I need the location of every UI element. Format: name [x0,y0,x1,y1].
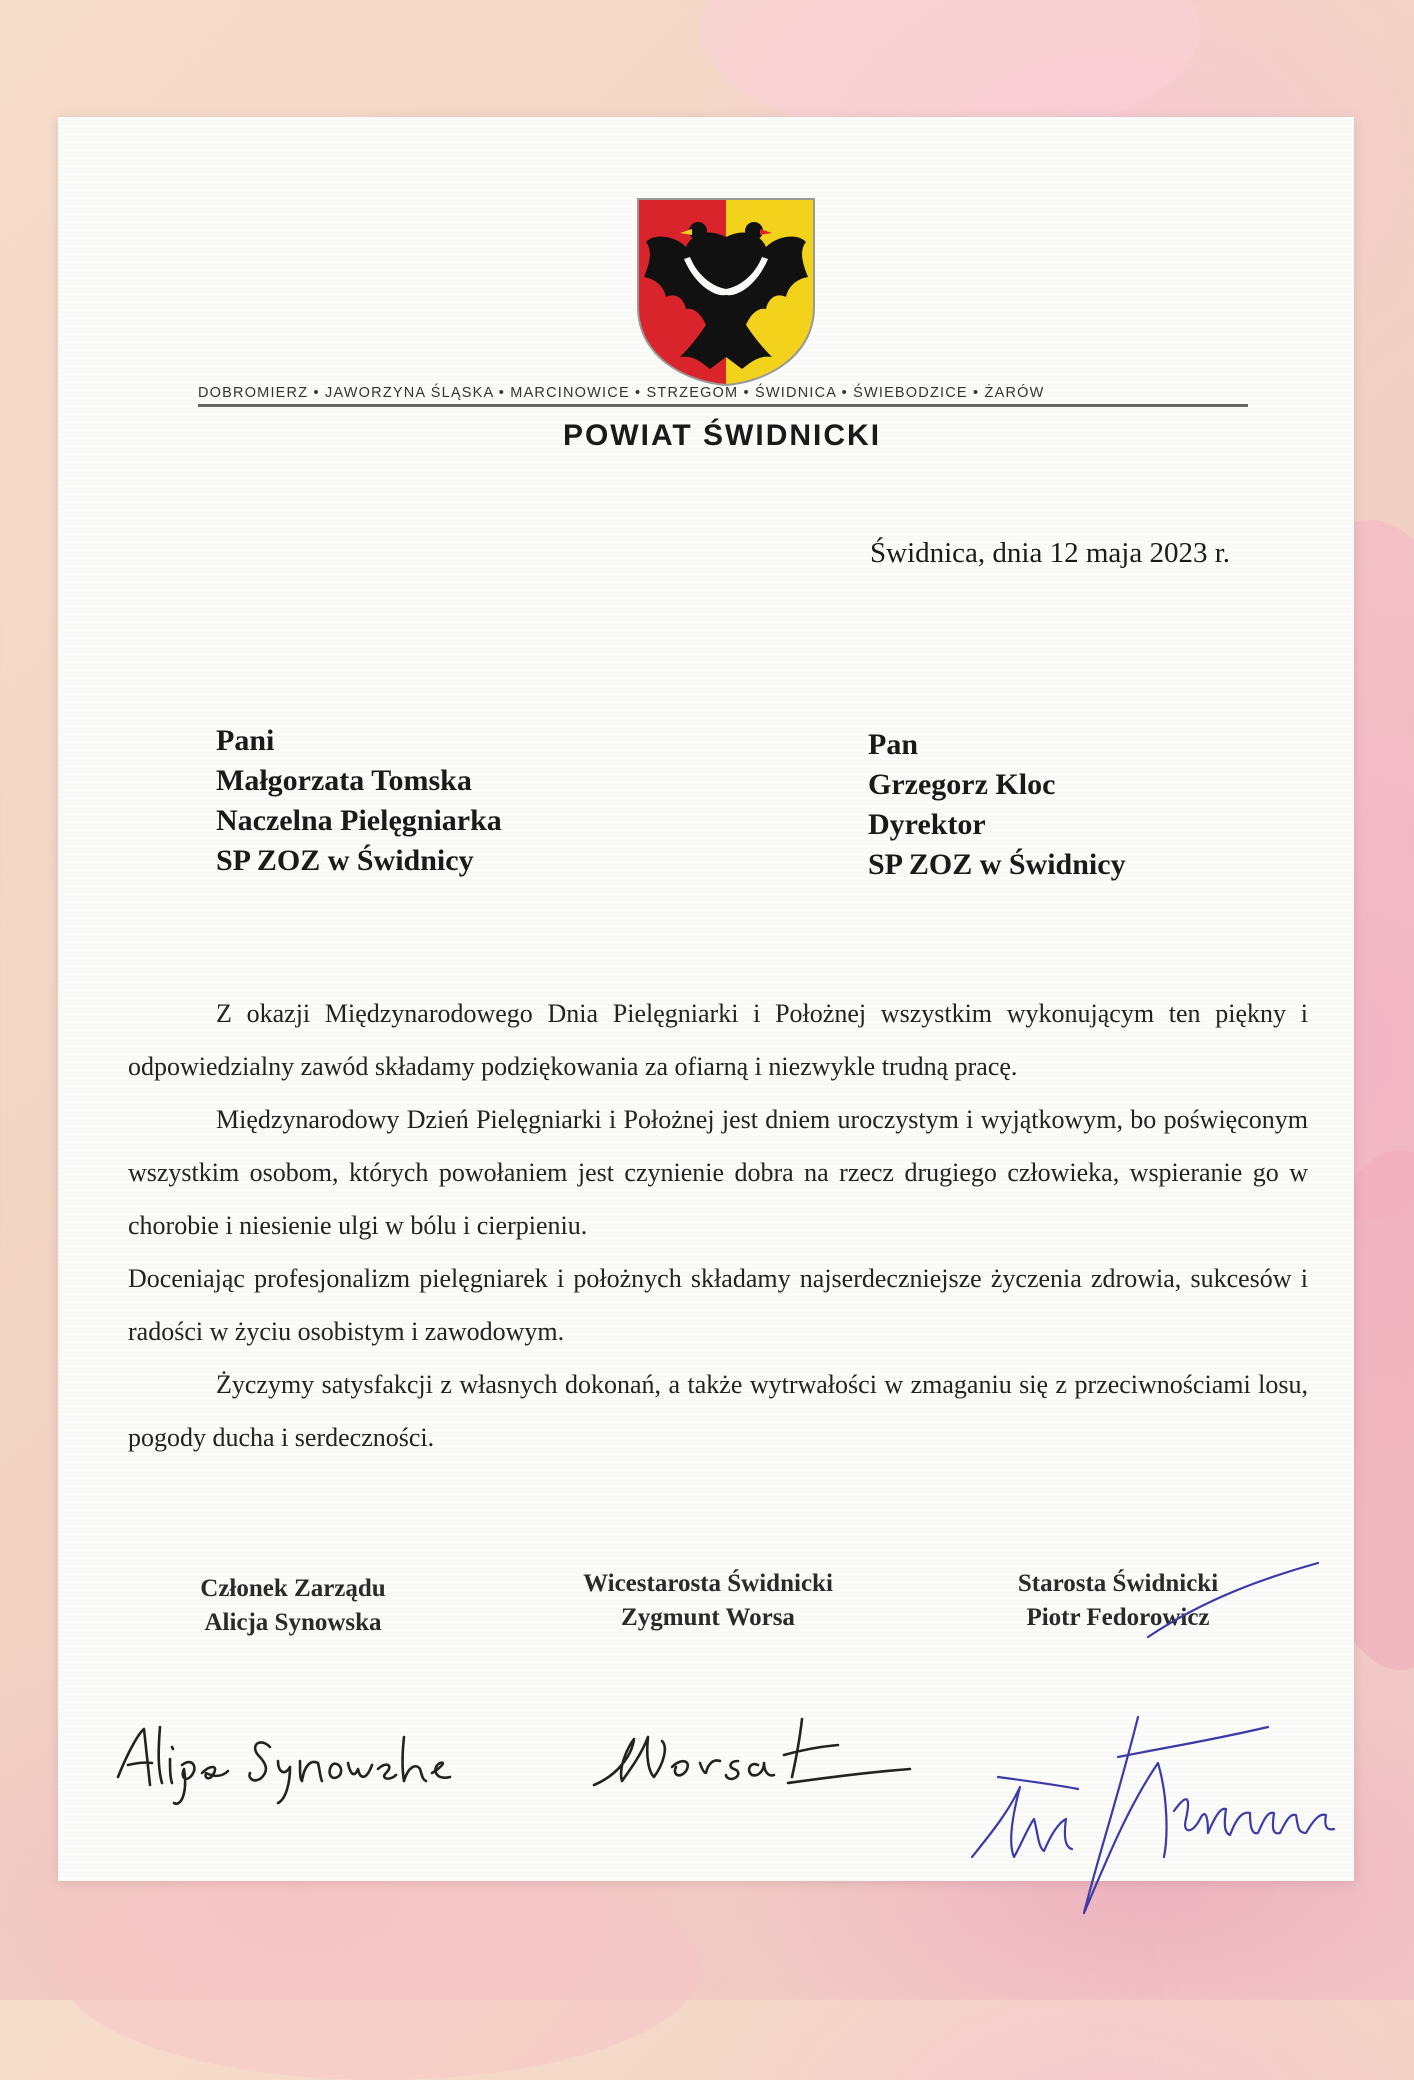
recipient-line: Pan [868,728,919,761]
signature-block-member [168,1572,418,1640]
coat-of-arms-eagle-icon [636,197,816,387]
letter-body [128,987,1308,1464]
signatory-role: Starosta Świdnicki [1017,1570,1219,1597]
handwritten-signature-synowska [110,1707,470,1817]
body-paragraph: Doceniając profesjonalizm pielęgniarek i położnych składamy najserdeczniejsze życzenia zdrowia, sukcesów i radości w życiu osobistym i zawodowym. [128,1264,1308,1346]
header-divider [198,404,1248,407]
signatory-role: Wicestarosta Świdnicki [583,1570,833,1597]
handwritten-signature-fedorowicz [968,1557,1358,1947]
recipient-left [216,721,502,881]
background-petal [60,1860,700,2080]
recipient-line: SP ZOZ w Świdnicy [216,844,474,877]
signatory-role: Członek Zarządu [200,1575,386,1602]
signature-block-vice-starost [548,1567,868,1635]
letter-page [58,117,1354,1881]
body-paragraph: Z okazji Międzynarodowego Dnia Pielęgniarki i Położnej wszystkim wykonującym ten piękny i odpowiedzialny zawód składamy podziękowania za ofiarną i niezwykle trudną pracę. [128,999,1308,1081]
signatory-name: Piotr Fedorowicz [1026,1604,1210,1631]
recipient-line: Pani [216,724,275,757]
recipient-line: Dyrektor [868,808,986,841]
municipalities-line: DOBROMIERZ • JAWORZYNA ŚLĄSKA • MARCINOWICE • STRZEGOM • ŚWIDNICA • ŚWIEBODZICE • ŻARÓW [198,385,1045,401]
recipient-right [868,725,1126,885]
letterhead-title: POWIAT ŚWIDNICKI [562,419,882,452]
signatory-name: Alicja Synowska [204,1609,382,1636]
handwritten-signature-worsa [588,1697,918,1807]
recipient-line: Małgorzata Tomska [216,764,472,797]
body-paragraph: Międzynarodowy Dzień Pielęgniarki i Położnej jest dniem uroczystym i wyjątkowym, bo poświęconym wszystkim osobom, których powołaniem jest czynienie dobra na rzecz drugiego człowieka, wspieranie go w chorobie i niesienie ulgi w bólu i cierpieniu. [128,1105,1308,1240]
letter-date: Świdnica, dnia 12 maja 2023 r. [870,537,1231,569]
recipient-line: Grzegorz Kloc [868,768,1056,801]
body-paragraph: Życzymy satysfakcji z własnych dokonań, a także wytrwałości w zmaganiu się z przeciwnościami losu, pogody ducha i serdeczności. [128,1370,1308,1452]
recipient-line: SP ZOZ w Świdnicy [868,848,1126,881]
recipient-line: Naczelna Pielęgniarka [216,804,502,837]
signatory-name: Zygmunt Worsa [621,1604,795,1631]
